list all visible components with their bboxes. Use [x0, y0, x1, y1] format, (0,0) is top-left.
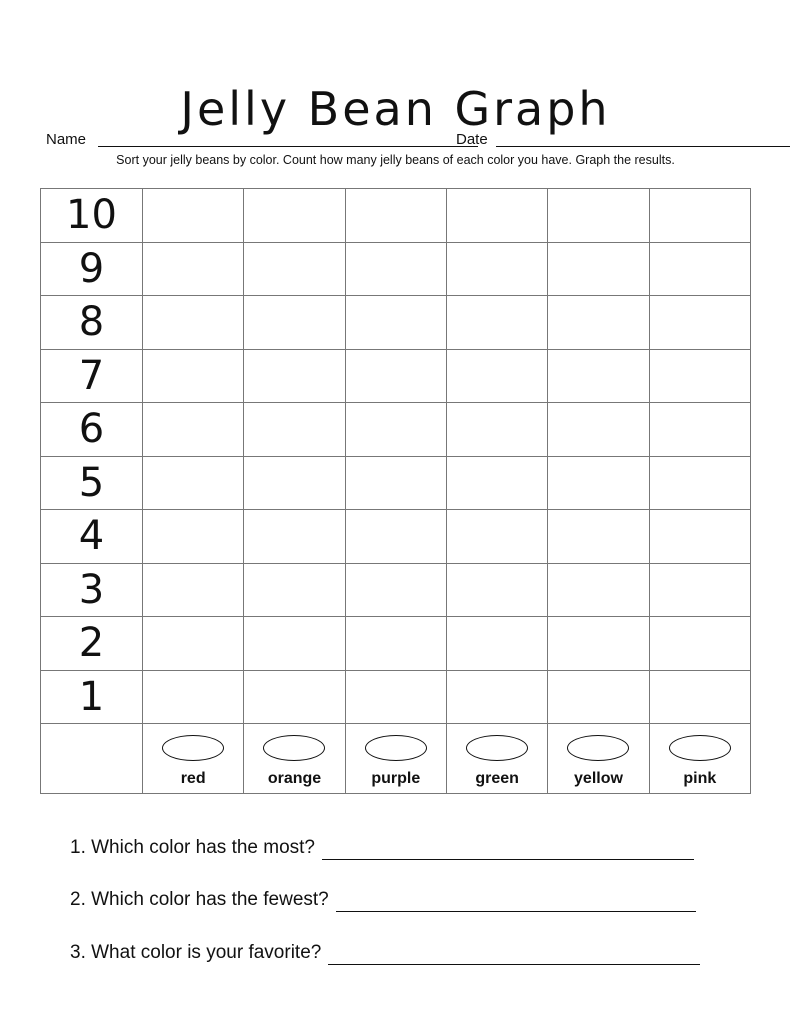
- color-name: pink: [683, 770, 717, 787]
- graph-cell[interactable]: [649, 670, 750, 724]
- color-column-label: [143, 724, 244, 794]
- graph-row: [41, 349, 751, 403]
- jelly-bean-icon[interactable]: [567, 735, 629, 761]
- graph-cell[interactable]: [244, 617, 345, 671]
- graph-cell[interactable]: [345, 456, 446, 510]
- graph-cell[interactable]: [649, 242, 750, 296]
- question-text: 2. Which color has the fewest?: [70, 889, 329, 910]
- y-axis-label: 4: [41, 510, 143, 564]
- graph-cell[interactable]: [548, 189, 649, 243]
- graph-row: [41, 403, 751, 457]
- answer-line[interactable]: [336, 893, 696, 912]
- graph-cell[interactable]: [143, 510, 244, 564]
- answer-line[interactable]: [322, 841, 694, 860]
- graph-cell[interactable]: [143, 403, 244, 457]
- color-label-row: [41, 724, 751, 794]
- color-column-label: [548, 724, 649, 794]
- graph-cell[interactable]: [345, 242, 446, 296]
- info-row: [46, 130, 746, 150]
- graph-cell[interactable]: [649, 510, 750, 564]
- graph-cell[interactable]: [446, 456, 547, 510]
- graph-cell[interactable]: [143, 189, 244, 243]
- graph-cell[interactable]: [446, 510, 547, 564]
- question-fewest: [70, 888, 696, 912]
- graph-cell[interactable]: [649, 617, 750, 671]
- graph-cell[interactable]: [244, 403, 345, 457]
- graph-row: [41, 189, 751, 243]
- graph-cell[interactable]: [649, 189, 750, 243]
- graph-cell[interactable]: [143, 349, 244, 403]
- graph-cell[interactable]: [143, 670, 244, 724]
- graph-cell[interactable]: [244, 563, 345, 617]
- question-most: [70, 836, 694, 860]
- color-column-label: [345, 724, 446, 794]
- graph-cell[interactable]: [345, 563, 446, 617]
- graph-row: [41, 242, 751, 296]
- color-name: orange: [267, 770, 322, 787]
- graph-cell[interactable]: [446, 403, 547, 457]
- graph-cell[interactable]: [446, 242, 547, 296]
- graph-cell[interactable]: [345, 670, 446, 724]
- y-axis-label: 1: [41, 670, 143, 724]
- graph-cell[interactable]: [143, 296, 244, 350]
- graph-cell[interactable]: [649, 349, 750, 403]
- graph-cell[interactable]: [548, 510, 649, 564]
- graph-cell[interactable]: [548, 456, 649, 510]
- graph-cell[interactable]: [345, 296, 446, 350]
- graph-cell[interactable]: [244, 242, 345, 296]
- graph-cell[interactable]: [548, 349, 649, 403]
- graph-cell[interactable]: [548, 563, 649, 617]
- y-axis-label: 5: [41, 456, 143, 510]
- jelly-bean-icon[interactable]: [162, 735, 224, 761]
- question-favorite: [70, 941, 700, 965]
- graph-cell[interactable]: [244, 189, 345, 243]
- graph-cell[interactable]: [649, 403, 750, 457]
- y-axis-label: 2: [41, 617, 143, 671]
- graph-cell[interactable]: [244, 456, 345, 510]
- y-axis-label: 10: [41, 189, 143, 243]
- graph-cell[interactable]: [548, 617, 649, 671]
- question-text: 3. What color is your favorite?: [70, 942, 322, 963]
- graph-cell[interactable]: [244, 510, 345, 564]
- color-column-label: [649, 724, 750, 794]
- y-axis-label: 8: [41, 296, 143, 350]
- jelly-bean-icon[interactable]: [263, 735, 325, 761]
- graph-cell[interactable]: [446, 296, 547, 350]
- graph-cell[interactable]: [548, 242, 649, 296]
- graph-cell[interactable]: [244, 349, 345, 403]
- graph-cell[interactable]: [649, 456, 750, 510]
- graph-cell[interactable]: [244, 670, 345, 724]
- graph-cell[interactable]: [548, 403, 649, 457]
- name-field-line[interactable]: [98, 146, 478, 147]
- graph-cell[interactable]: [446, 349, 547, 403]
- color-name: green: [475, 770, 519, 787]
- page-title: Jelly Bean Graph: [180, 81, 611, 136]
- graph-cell[interactable]: [446, 189, 547, 243]
- graph-cell[interactable]: [548, 296, 649, 350]
- empty-corner-cell: [41, 724, 143, 794]
- graph-cell[interactable]: [446, 563, 547, 617]
- graph-cell[interactable]: [143, 617, 244, 671]
- graph-row: [41, 617, 751, 671]
- jelly-bean-icon[interactable]: [365, 735, 427, 761]
- graph-cell[interactable]: [345, 349, 446, 403]
- graph-cell[interactable]: [345, 510, 446, 564]
- color-name: yellow: [574, 770, 623, 787]
- date-field-line[interactable]: [496, 146, 790, 147]
- graph-cell[interactable]: [649, 563, 750, 617]
- graph-row: [41, 510, 751, 564]
- graph-cell[interactable]: [345, 617, 446, 671]
- y-axis-label: 3: [41, 563, 143, 617]
- answer-line[interactable]: [328, 946, 700, 965]
- jelly-bean-graph-grid: [40, 188, 751, 794]
- y-axis-label: 9: [41, 242, 143, 296]
- graph-cell[interactable]: [143, 242, 244, 296]
- graph-row: [41, 456, 751, 510]
- graph-row: [41, 563, 751, 617]
- jelly-bean-icon[interactable]: [669, 735, 731, 761]
- graph-cell[interactable]: [446, 670, 547, 724]
- instructions: Sort your jelly beans by color. Count how many jelly beans of each color you have. Graph the results.: [116, 153, 675, 167]
- y-axis-label: 7: [41, 349, 143, 403]
- color-name: red: [180, 770, 206, 787]
- graph-cell[interactable]: [548, 670, 649, 724]
- color-column-label: [446, 724, 547, 794]
- graph-cell[interactable]: [649, 296, 750, 350]
- graph-row: [41, 670, 751, 724]
- graph-cell[interactable]: [345, 189, 446, 243]
- jelly-bean-icon[interactable]: [466, 735, 528, 761]
- graph-cell[interactable]: [143, 456, 244, 510]
- graph-cell[interactable]: [143, 563, 244, 617]
- graph-cell[interactable]: [244, 296, 345, 350]
- name-label: Name: [46, 131, 87, 148]
- color-column-label: [244, 724, 345, 794]
- graph-cell[interactable]: [446, 617, 547, 671]
- question-text: 1. Which color has the most?: [70, 837, 315, 858]
- y-axis-label: 6: [41, 403, 143, 457]
- graph-row: [41, 296, 751, 350]
- color-name: purple: [371, 770, 421, 787]
- graph-cell[interactable]: [345, 403, 446, 457]
- date-label: Date: [456, 131, 488, 148]
